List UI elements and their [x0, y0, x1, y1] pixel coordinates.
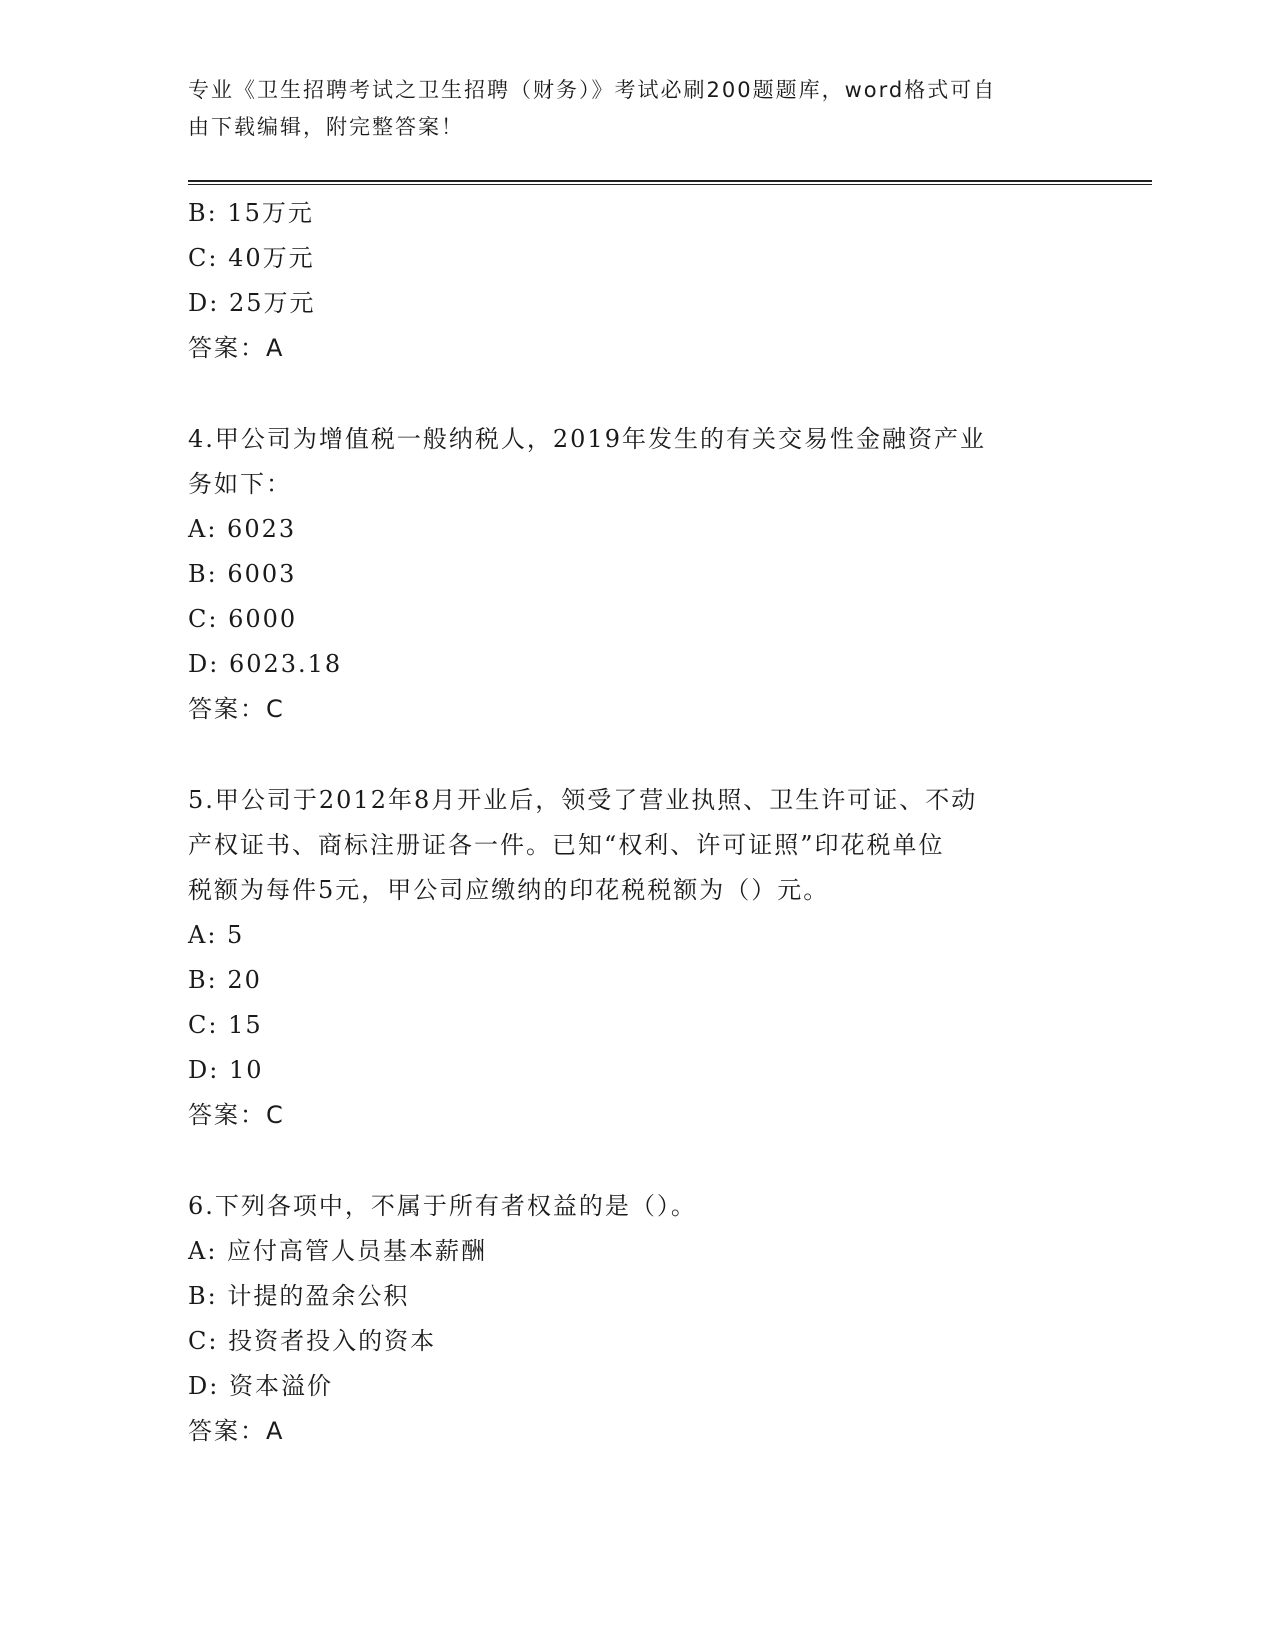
- answer-line: 答案：C: [188, 695, 285, 723]
- option-line: C: 15: [188, 1011, 263, 1039]
- question-stem-line: 产权证书、商标注册证各一件。已知“权利、许可证照”印花税单位: [188, 831, 945, 859]
- option-line: A: 6023: [188, 515, 297, 543]
- option-line: D: 6023.18: [188, 650, 343, 678]
- option-line: C: 投资者投入的资本: [188, 1327, 437, 1355]
- option-line: B: 20: [188, 966, 262, 994]
- option-line: D: 25万元: [188, 289, 316, 317]
- option-line: B: 计提的盈余公积: [188, 1282, 410, 1310]
- question-6: [188, 1184, 1088, 1454]
- document-header: [188, 72, 1068, 146]
- answer-line: 答案：C: [188, 1101, 285, 1129]
- answer-line: 答案：A: [188, 1417, 285, 1445]
- previous-question-tail: [188, 191, 1088, 371]
- question-stem-line: 6.下列各项中，不属于所有者权益的是（）。: [188, 1192, 697, 1220]
- option-line: D: 资本溢价: [188, 1372, 333, 1400]
- option-line: B: 6003: [188, 560, 297, 588]
- question-stem-line: 税额为每件5元，甲公司应缴纳的印花税税额为（）元。: [188, 876, 830, 904]
- answer-line: 答案：A: [188, 334, 285, 362]
- question-5: [188, 778, 1088, 1138]
- option-line: C: 40万元: [188, 244, 315, 272]
- question-stem-line: 5.甲公司于2012年8月开业后，领受了营业执照、卫生许可证、不动: [188, 786, 978, 814]
- question-stem-line: 务如下：: [188, 470, 292, 498]
- question-content: [188, 191, 1088, 1454]
- header-line-2: 由下载编辑，附完整答案！: [188, 115, 464, 139]
- option-line: A: 应付高管人员基本薪酬: [188, 1237, 488, 1265]
- header-line-1: 专业《卫生招聘考试之卫生招聘（财务）》考试必刷200题题库，word格式可自: [188, 78, 997, 102]
- header-rule-thin: [188, 184, 1152, 185]
- option-line: D: 10: [188, 1056, 264, 1084]
- option-line: A: 5: [188, 921, 245, 949]
- question-stem-line: 4.甲公司为增值税一般纳税人，2019年发生的有关交易性金融资产业: [188, 425, 986, 453]
- option-line: C: 6000: [188, 605, 298, 633]
- option-line: B: 15万元: [188, 199, 314, 227]
- question-4: [188, 417, 1088, 732]
- header-rule-thick: [188, 180, 1152, 182]
